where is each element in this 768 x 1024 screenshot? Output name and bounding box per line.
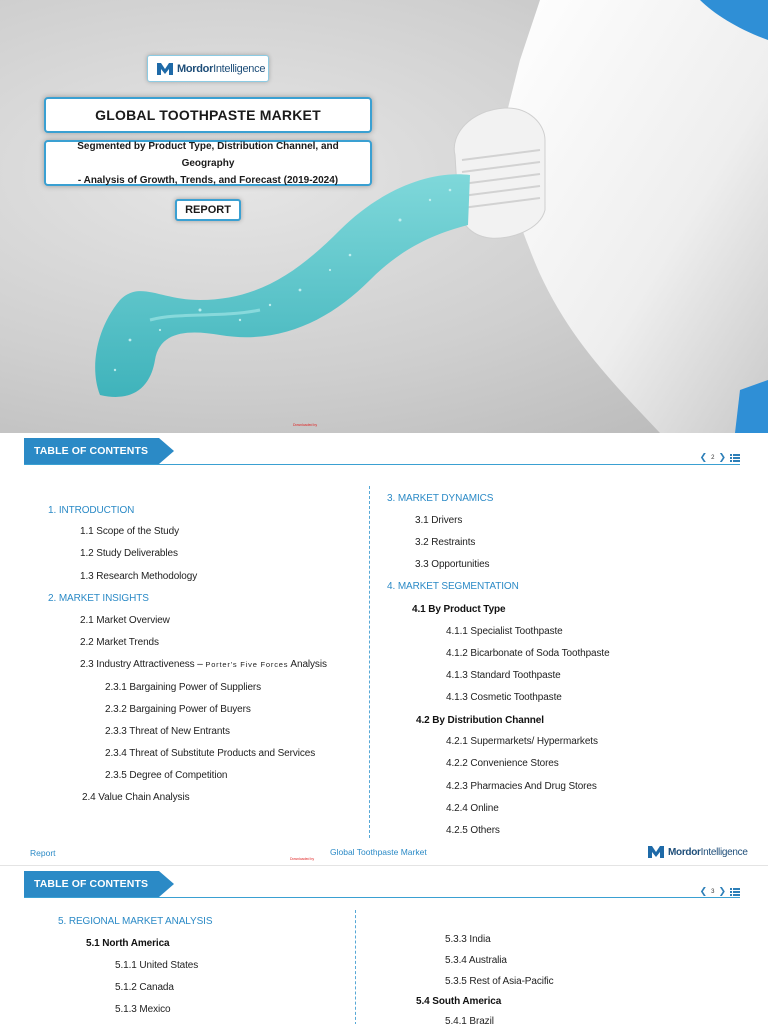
toc-entry-prefix: 2.3 Industry Attractiveness –	[80, 659, 206, 670]
toc-banner	[24, 438, 174, 464]
toc-entry-caps: Porter's Five Forces	[205, 660, 289, 669]
toc-entry[interactable]: 3.1 Drivers	[415, 515, 463, 526]
toc-entry[interactable]: 5.3.4 Australia	[445, 955, 507, 966]
report-tag: REPORT	[175, 199, 241, 221]
toc-entry[interactable]: 5.4.1 Brazil	[445, 1016, 494, 1024]
toc-entry[interactable]: 5.1.2 Canada	[115, 982, 174, 993]
toc-entry[interactable]: 1.3 Research Methodology	[80, 571, 198, 582]
toc-entry[interactable]: 4.2 By Distribution Channel	[416, 715, 544, 726]
logo-brand-light: Intelligence	[700, 846, 748, 858]
column-divider	[369, 486, 370, 838]
footer-watermark: Downloaded by	[290, 857, 315, 861]
toc-entry[interactable]: 4.1 By Product Type	[412, 604, 506, 615]
toc-entry[interactable]: 2.3.2 Bargaining Power of Buyers	[105, 704, 251, 715]
toc-entry-suffix: Analysis	[288, 659, 327, 670]
toc-entry[interactable]: 4.1.3 Cosmetic Toothpaste	[446, 692, 562, 703]
toc-entry[interactable]: 2.3.3 Threat of New Entrants	[105, 726, 230, 737]
report-cover	[0, 0, 768, 433]
toc-entry[interactable]: 5.4 South America	[416, 996, 502, 1007]
next-page-icon[interactable]: ❯	[718, 886, 726, 896]
mordor-logo	[147, 55, 269, 82]
subtitle-line-1: Segmented by Product Type, Distribution Channel, and Geography	[77, 140, 339, 169]
toc-entry[interactable]: 5.1.1 United States	[115, 960, 199, 971]
toc-rule	[24, 897, 740, 898]
page-number: 3	[711, 888, 715, 895]
toc-entry[interactable]: 4.2.5 Others	[446, 825, 500, 836]
toc-entry[interactable]: 2.2 Market Trends	[80, 637, 159, 648]
footer-mordor-logo	[647, 845, 748, 859]
toc-entry[interactable]: 1.1 Scope of the Study	[80, 526, 179, 537]
toc-entry[interactable]: 1. INTRODUCTION	[48, 505, 135, 516]
toc-entry[interactable]: 5.1.3 Mexico	[115, 1004, 171, 1015]
toc-entry[interactable]: 2.1 Market Overview	[80, 615, 170, 626]
toc-entry[interactable]: 2.3.1 Bargaining Power of Suppliers	[105, 682, 262, 693]
toc-entry[interactable]	[80, 659, 327, 670]
toc-entry[interactable]: 4.2.1 Supermarkets/ Hypermarkets	[446, 736, 598, 747]
toc-entry[interactable]: 4. MARKET SEGMENTATION	[387, 581, 519, 592]
download-watermark: Downloaded by	[293, 423, 318, 427]
toc-rule	[24, 464, 740, 465]
page-pager	[700, 452, 740, 463]
toc-entry[interactable]: 4.2.3 Pharmacies And Drug Stores	[446, 781, 597, 792]
toc-entry[interactable]: 4.2.4 Online	[446, 803, 499, 814]
subtitle-line-2: - Analysis of Growth, Trends, and Forecast (2019-2024)	[77, 174, 339, 186]
mordor-logo-icon	[156, 62, 174, 76]
toc-entry[interactable]: 5.1 North America	[86, 938, 170, 949]
page-pager	[700, 886, 740, 897]
toc-entry[interactable]: 1.2 Study Deliverables	[80, 548, 178, 559]
prev-page-icon[interactable]: ❮	[699, 886, 708, 896]
logo-brand-bold: Mordor	[177, 62, 214, 75]
prev-page-icon[interactable]: ❮	[699, 452, 708, 462]
toc-page-2	[0, 865, 768, 1024]
contents-list-icon[interactable]	[730, 454, 740, 462]
footer-report-label: Report	[30, 848, 56, 858]
next-page-icon[interactable]: ❯	[718, 452, 726, 462]
toc-entry[interactable]: 2.4 Value Chain Analysis	[82, 792, 190, 803]
page-number: 2	[711, 454, 715, 461]
toc-entry[interactable]: 5.3.3 India	[445, 934, 491, 945]
toc-entry[interactable]: 3.2 Restraints	[415, 537, 476, 548]
toc-entry[interactable]: 2.3.5 Degree of Competition	[105, 770, 228, 781]
toc-entry[interactable]: 5.3.5 Rest of Asia-Pacific	[445, 976, 554, 987]
toc-entry[interactable]: 5. REGIONAL MARKET ANALYSIS	[58, 916, 213, 927]
contents-list-icon[interactable]	[730, 888, 740, 896]
logo-brand-light: Intelligence	[213, 62, 266, 75]
column-divider	[355, 910, 356, 1024]
toc-banner	[24, 871, 174, 897]
footer-report-title: Global Toothpaste Market	[330, 847, 427, 857]
toc-entry[interactable]: 3. MARKET DYNAMICS	[387, 493, 494, 504]
toc-entry[interactable]: 4.1.1 Specialist Toothpaste	[446, 626, 563, 637]
toc-banner-label: TABLE OF CONTENTS	[34, 878, 149, 890]
report-subtitle	[44, 140, 372, 186]
toc-entry[interactable]: 4.2.2 Convenience Stores	[446, 758, 559, 769]
toc-entry[interactable]: 4.1.2 Bicarbonate of Soda Toothpaste	[446, 648, 610, 659]
toc-page-1	[0, 433, 768, 865]
toc-entry[interactable]: 4.1.3 Standard Toothpaste	[446, 670, 561, 681]
toc-banner-label: TABLE OF CONTENTS	[34, 445, 149, 457]
mordor-logo-icon	[647, 845, 665, 859]
toc-entry[interactable]: 2.3.4 Threat of Substitute Products and Services	[105, 748, 316, 759]
toothpaste-photo	[0, 0, 768, 433]
toc-entry[interactable]: 3.3 Opportunities	[415, 559, 490, 570]
toc-entry[interactable]: 2. MARKET INSIGHTS	[48, 593, 149, 604]
logo-brand-bold: Mordor	[668, 846, 701, 858]
report-title: GLOBAL TOOTHPASTE MARKET	[44, 97, 372, 133]
